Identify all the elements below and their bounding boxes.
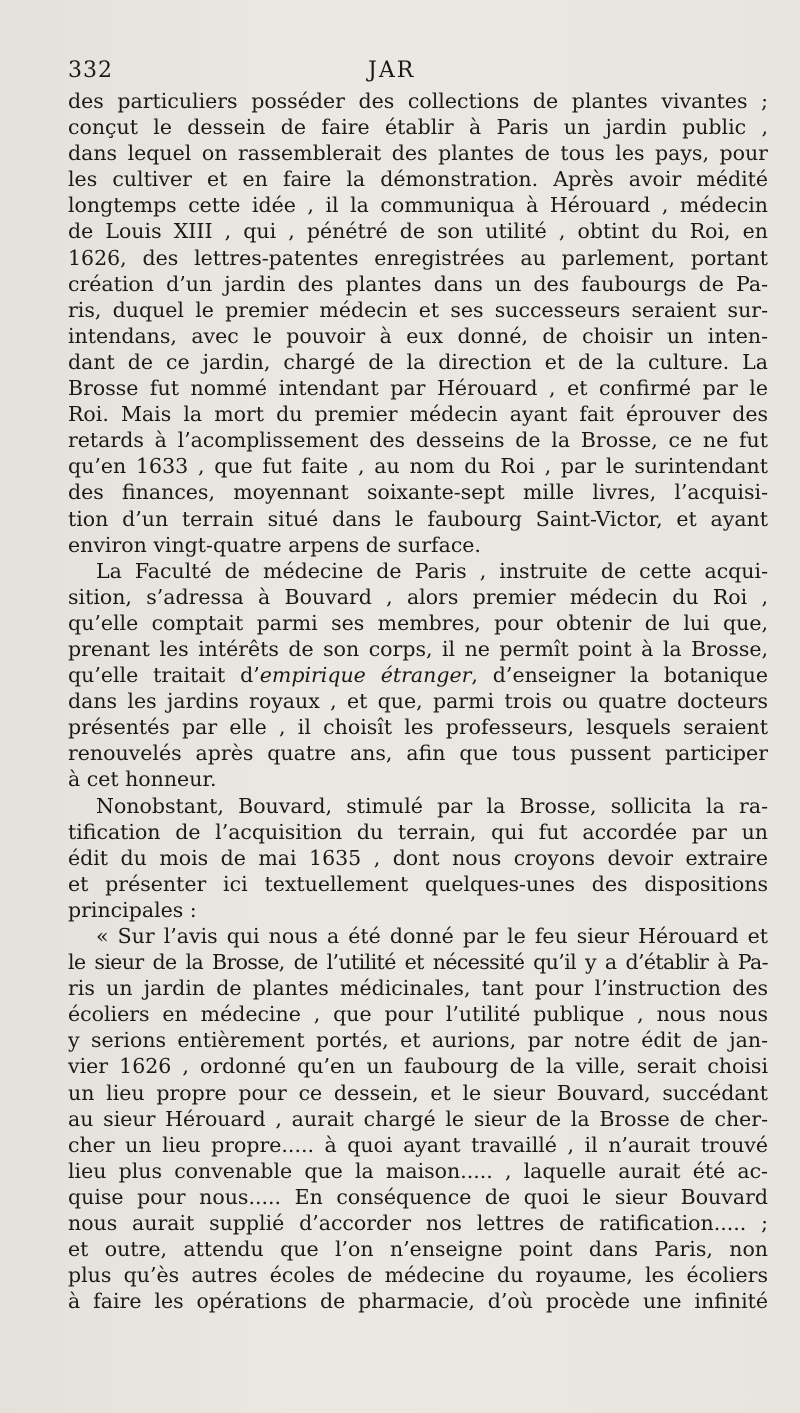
- text-line: création d’un jardin des plantes dans un des faubourgs de Pa-: [68, 271, 768, 296]
- text-line: longtemps cette idée , il la communiqua à Hérouard , médecin: [68, 193, 768, 218]
- text-line: écoliers en médecine , que pour l’utilité publique , nous nous: [68, 1002, 768, 1027]
- text-line: qu’elle traitait d’empirique étranger, d’enseigner la botanique: [68, 663, 768, 688]
- text-line: 1626, des lettres-patentes enregistrées au parlement, portant: [68, 245, 768, 270]
- text-line: intendans, avec le pouvoir à eux donné, de choisir un inten-: [68, 323, 768, 348]
- text-line: à faire les opérations de pharmacie, d’où procède une infinité: [68, 1289, 768, 1314]
- text-line: retards à l’acomplissement des desseins de la Brosse, ce ne fut: [68, 428, 768, 453]
- text-line: cher un lieu propre..... à quoi ayant travaillé , il n’aurait trouvé: [68, 1132, 768, 1157]
- running-title: JAR: [368, 58, 416, 83]
- text-line: lieu plus convenable que la maison..... , laquelle aurait été ac-: [68, 1158, 768, 1183]
- text-line: qu’en 1633 , que fut faite , au nom du Roi , par le surintendant: [68, 454, 768, 479]
- text-line: ris un jardin de plantes médicinales, tant pour l’instruction des: [68, 976, 768, 1001]
- text-line: Brosse fut nommé intendant par Hérouard , et confirmé par le: [68, 376, 768, 401]
- text-line: prenant les intérêts de son corps, il ne permît point à la Brosse,: [68, 636, 768, 661]
- text-line: plus qu’ès autres écoles de médecine du royaume, les écoliers: [68, 1263, 768, 1288]
- text-line: dans lequel on rassemblerait des plantes de tous les pays, pour: [68, 141, 768, 166]
- text-line: Nonobstant, Bouvard, stimulé par la Brosse, sollicita la ra-: [96, 793, 768, 818]
- text-line: quise pour nous..... En conséquence de quoi le sieur Bouvard: [68, 1184, 768, 1209]
- text-line: sition, s’adressa à Bouvard , alors premier médecin du Roi ,: [68, 584, 768, 609]
- text-line: « Sur l’avis qui nous a été donné par le feu sieur Hérouard et: [96, 924, 768, 948]
- text-line: dant de ce jardin, chargé de la direction et de la culture. La: [68, 349, 768, 374]
- text-line: tification de l’acquisition du terrain, qui fut accordée par un: [68, 819, 768, 844]
- text-line: présentés par elle , il choisît les professeurs, lesquels seraient: [68, 715, 768, 740]
- text-line: y serions entièrement portés, et aurions, par notre édit de jan-: [68, 1028, 768, 1053]
- text-line: tion d’un terrain situé dans le faubourg Saint-Victor, et ayant: [68, 506, 768, 531]
- text-line: principales :: [68, 897, 197, 922]
- text-line: à cet honneur.: [68, 767, 217, 792]
- text-line: dans les jardins royaux , et que, parmi trois ou quatre docteurs: [68, 689, 768, 714]
- text-line: le sieur de la Brosse, de l’utilité et nécessité qu’il y a d’établir à Pa-: [68, 950, 768, 975]
- text-line: des particuliers posséder des collections de plantes vivantes ;: [68, 89, 768, 113]
- text-line: environ vingt-quatre arpens de surface.: [68, 532, 481, 557]
- text-line: et outre, attendu que l’on n’enseigne point dans Paris, non: [68, 1237, 768, 1262]
- text-line: édit du mois de mai 1635 , dont nous croyons devoir extraire: [68, 845, 768, 870]
- text-line: et présenter ici textuellement quelques-unes des dispositions: [68, 871, 768, 896]
- body-text: [68, 88, 768, 1314]
- text-line: qu’elle comptait parmi ses membres, pour obtenir de lui que,: [68, 610, 768, 635]
- text-line: conçut le dessein de faire établir à Paris un jardin public ,: [68, 115, 768, 140]
- page-number: 332: [68, 58, 113, 83]
- text-line: La Faculté de médecine de Paris , instruite de cette acqui-: [96, 558, 768, 583]
- text-line: Roi. Mais la mort du premier médecin ayant fait éprouver des: [68, 402, 768, 427]
- text-line: des finances, moyennant soixante-sept mille livres, l’acquisi-: [68, 480, 768, 505]
- text-line: vier 1626 , ordonné qu’en un faubourg de la ville, serait choisi: [68, 1054, 768, 1079]
- text-line: renouvelés après quatre ans, afin que tous pussent participer: [68, 741, 768, 766]
- italic-phrase: empirique étranger: [259, 663, 472, 688]
- text-line: au sieur Hérouard , aurait chargé le sieur de la Brosse de cher-: [68, 1106, 768, 1131]
- running-head: [68, 58, 768, 90]
- text-line: ris, duquel le premier médecin et ses successeurs seraient sur-: [68, 297, 768, 322]
- text-line: nous aurait supplié d’accorder nos lettres de ratification..... ;: [68, 1211, 768, 1236]
- text-line: de Louis XIII , qui , pénétré de son utilité , obtint du Roi, en: [68, 219, 768, 244]
- text-line: les cultiver et en faire la démonstration. Après avoir médité: [68, 167, 768, 192]
- text-line: un lieu propre pour ce dessein, et le sieur Bouvard, succédant: [68, 1080, 768, 1105]
